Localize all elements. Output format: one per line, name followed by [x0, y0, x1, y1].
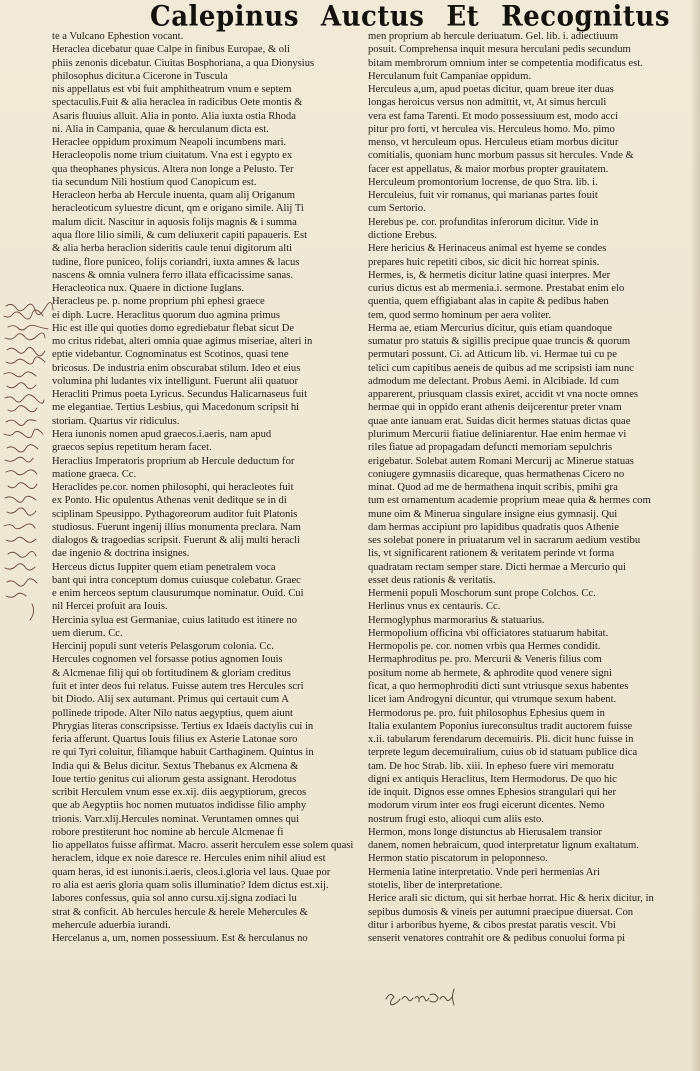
text-line: pitur pro forti, vt herculea vis. Herculeus homo. Mo. pimo	[368, 123, 615, 135]
text-line: heracleoticum syluestre dicunt, qm e origano simile. Alij Ti	[52, 203, 304, 215]
text-line: x.ii. tabularum ferendarum decemuiris. Pli. dicit hunc fuisse in	[368, 734, 634, 746]
text-line: dam hermas accipiunt pro lapidibus quadratis quos Athenie	[368, 521, 619, 533]
text-line: menso, vt herculeum opus. Herculeus etiam morbus dicitur	[368, 137, 619, 149]
text-line: tudine, flore puniceo, folijs coriandri, iuxta amnes & lacus	[52, 256, 300, 268]
text-line: dialogos & tragoedias scripsit. Fuerunt & alij multi heracli	[52, 535, 301, 547]
text-line: nil Hercei profuit ara Iouis.	[52, 601, 168, 613]
text-line: graecos sepius repetitum heram facet.	[52, 442, 212, 454]
text-line: strat & conficit. Ab hercules hercule & herele Mehercules &	[52, 906, 308, 918]
text-line: posuit. Comprehensa inquit mesura herculani pedis secundum	[368, 44, 631, 56]
text-line: Herebus pe. cor. profunditas inferorum dicitur. Vide in	[368, 216, 599, 228]
text-line: Herice arali sic dictum, qui sit herbae horrat. Hic & herix dicitur, in	[368, 893, 654, 905]
right-column	[368, 30, 686, 945]
text-line: te a Vulcano Ephestion vocant.	[52, 31, 184, 42]
text-line: Heraclea dicebatur quae Calpe in finibus Europae, & oli	[52, 44, 290, 56]
text-line: qua theophanes physicus. Altera non longe a Pelusto. Ter	[52, 163, 294, 175]
text-line: India qui & Belus dicitur. Sextus Thebanus ex Alcmena &	[52, 760, 299, 772]
text-line: heraclem, idque ex noie daresce re. Hercules enim nihil aliud est	[52, 853, 326, 865]
text-line: quentia, quem effigiabant alas in capite & pedibus haben	[368, 296, 609, 308]
text-line: coniugere gymnasiis dicareque, quas hermathenas Cicero no	[368, 468, 625, 480]
text-line: sciplinam Speusippo. Pythagoreorum auditor fuit Platonis	[52, 508, 298, 520]
text-line: bricosus. De industria enim obscurabat stilum. Ideo et eius	[52, 362, 301, 374]
text-line: Here hericius & Herinaceus animal est hyeme se condes	[368, 243, 607, 255]
text-line: & alia herba heraclion sideritis caule tenui digitorum alti	[52, 243, 293, 255]
text-line: Hermaphroditus pe. pro. Mercurii & Veneris filius com	[368, 654, 602, 666]
text-line: Hermopolium officina vbi officiatores statuarum habitat.	[368, 627, 609, 639]
text-line: Herculeius, fuit vir romanus, qui marianas partes fouit	[368, 190, 598, 202]
text-line: Italia exulantem Poponius iureconsultus tradit auctorem fuisse	[368, 720, 633, 732]
text-line: studiosus. Fuerunt ingenij illius monumenta preclara. Nam	[52, 521, 301, 533]
text-line: Hermon, mons longe distunctus ab Hierusalem transior	[368, 826, 602, 838]
text-line: aqua flore lilio simili, & cum deliuxerit capiti papaueris. Est	[52, 229, 308, 241]
text-line: nascens & omnia vulnera ferro illata efficacissime sanas.	[52, 269, 294, 281]
text-line: positum nome ab hermete, & aphrodite quod venere signi	[368, 667, 612, 679]
signature-icon	[382, 983, 462, 1009]
text-line: stotelis, liber de interpretatione.	[368, 880, 503, 891]
text-line: me elegantiae. Tertius Lesbius, qui Macedonum scripsit hi	[52, 402, 300, 414]
text-line: comitialis, quoniam hunc morbum passus sit hercules. Vnde &	[368, 150, 634, 162]
text-line: ses solebat ponere in priuatarum vel in sacrarum aedium vestibu	[368, 535, 641, 547]
text-line: & Alcmenae filij qui ob fortitudinem & gloriam creditus	[52, 667, 291, 679]
text-line: bitam membrorum omnium inter se competentia modificatus est.	[368, 57, 643, 69]
text-line: longas heroicus versus non admittit, vt, At simus herculi	[368, 97, 607, 109]
text-line: ex Ponto. Hic opulentus Athenas venit deditque se in di	[52, 495, 287, 507]
text-line: prepares huic repetiti cibos, sic dicit hic horreat spinis.	[368, 256, 600, 268]
text-line: riles fiatue ad propagadam defuncti memoriam sepulchris	[368, 442, 613, 454]
text-line: telici cum capitibus aeneis de quibus ad me scripsisti iam nunc	[368, 362, 634, 374]
text-line: mo critus ridebat, alteri omnia quae agimus miseriae, alteri in	[52, 336, 313, 348]
text-line: apparerent, priusquam classis exiret, accidit vt vna nocte omnes	[368, 389, 639, 401]
text-line: Heraclee oppidum proximum Neapoli incumbens mari.	[52, 137, 287, 149]
text-line: Hic est ille qui quoties domo egrediebatur flebat sicut De	[52, 322, 295, 334]
text-line: Heracleus pe. p. nome proprium phi ephesi graece	[52, 296, 265, 308]
text-line: Herlinus vnus ex centauris. Cc.	[368, 601, 501, 613]
text-line: vera est fama Tarenti. Et modo possessiuum est, modo acci	[368, 110, 619, 122]
text-line: ficat, a quo hermophroditi dicti sunt vtriusque sexus habentes	[368, 681, 629, 693]
text-line: Hermoglyphus marmorarius & statuarius.	[368, 614, 545, 626]
text-line: trionis. Varr.xlij.Hercules nominat. Veruntamen omnes qui	[52, 813, 300, 825]
text-line: Herceus dictus Iuppiter quem etiam penetralem voca	[52, 561, 276, 573]
text-line: facer est appellatus, & maior morbus propter grauitatem.	[368, 163, 609, 175]
text-line: hermae qui in oppido erant athenis deijcerentur preter vnam	[368, 402, 622, 414]
text-line: dictione Erebus.	[368, 229, 437, 241]
text-line: bant qui intra conceptum domus cuiusque colebatur. Graec	[52, 574, 301, 586]
text-line: Hermodorus pe. pro. fuit philosophus Ephesius quem in	[368, 707, 605, 719]
text-line: Heracliti Primus poeta Lyricus. Secundus Halicarnaseus fuit	[52, 389, 308, 401]
text-line: mune oim & Minerua singulare insigne eius gymnasij. Qui	[368, 508, 618, 520]
text-line: nostrum frugi esto, alioqui cum aliis esto.	[368, 813, 544, 825]
text-line: curius dictus est ab mermenia.i. sermone. Prestabat enim elo	[368, 283, 625, 295]
text-line: digni ex antiquis Heraclitus, Item Hermodorus. De quo hic	[368, 773, 617, 785]
text-line: Herculanum fuit Campaniae oppidum.	[368, 70, 531, 82]
text-line: cum Sertorio.	[368, 203, 426, 215]
text-line: Asaris fluuius alluit. Alia in ponto. Alia iuxta ostia Rhoda	[52, 110, 296, 122]
text-line: lis, vt significarent rationem & veritatem perinde vt forma	[368, 548, 615, 560]
left-column	[52, 30, 366, 945]
text-line: Hercinij populi sunt veteris Pelasgorum colonia. Cc.	[52, 641, 274, 653]
text-line: nis appellatus est vbi fuit amphitheatrum vnum e septem	[52, 84, 292, 96]
text-line: licet iam Androgyni dicuntur, qui vtrumque sexum habent.	[368, 694, 617, 706]
handwritten-margin-notes	[2, 300, 60, 630]
text-line: Hermenii populi Moschorum sunt prope Colchos. Cc.	[368, 588, 596, 600]
text-line: tia secundum Nili hostium quod Canopicum est.	[52, 176, 257, 188]
text-line: Herculeus a,um, apud poetas dicitur, quam breue iter duas	[368, 84, 614, 96]
text-line: modorum virum inter eos frugi eicerunt dicentes. Nemo	[368, 800, 605, 812]
text-line: re qui Tyri coluitur, filiamque habuit Carthaginem. Quintus in	[52, 747, 314, 759]
text-line: phiis zenonis dicebatur. Ciuitas Bosphoriana, a qua Dionysius	[52, 57, 315, 69]
text-line: tem, quod sermo hominum per aera voliter.	[368, 309, 551, 321]
text-line: quam heras, id est iunonis.i.aeris, cleos.i.gloria vel laus. Quae por	[52, 866, 331, 878]
page-edge-shadow	[690, 0, 700, 1071]
text-line: fuit et inter deos fui relatus. Fuisse autem tres Hercules scri	[52, 681, 304, 693]
text-line: ide inquit. Dignos esse omnes Ephesios strangulari qui her	[368, 787, 617, 799]
running-head-et: Et	[446, 0, 480, 34]
text-line: matione graeca. Cc.	[52, 468, 137, 480]
text-line: minat. Quod ad me de hermathena inquit scribis, pmihi gra	[368, 482, 618, 494]
text-line: tum est ornamentum academie proprium meae quia & hermes com	[368, 495, 651, 507]
text-line: uem dierum. Cc.	[52, 627, 123, 639]
running-head-right: Recognitus	[501, 0, 670, 34]
text-line: Hermes, is, & hermetis dicitur latine quasi interpres. Mer	[368, 269, 611, 281]
text-line: permutari possunt. Ci. ad Atticum lib. vi. Hermae tui cu pe	[368, 349, 617, 361]
text-line: quae ante ianuam erat. Suidas dicit hermes statuas dictas quae	[368, 415, 631, 427]
text-line: bit Diodo. Alij sex autumant. Primus qui certauit cum A	[52, 694, 289, 706]
text-line: eptie videbantur. Cognominatus est Scotinos, quasi tene	[52, 349, 289, 361]
text-line: admodum me delectant. Probus Aemi. in Alcibiade. Id cum	[368, 375, 619, 387]
text-line: Herma ae, etiam Mercurius dicitur, quis etiam quandoque	[368, 322, 613, 334]
text-line: ei diph. Lucre. Heraclitus quorum duo agmina primus	[52, 309, 281, 321]
text-line: spectaculis.Fuit & alia heraclea in radicibus Oete montis &	[52, 97, 303, 109]
text-line: senserit venatores contrahit ore & pedibus conuolui forma pi	[368, 933, 626, 945]
text-line: quadratam rectam semper stare. Dicti hermae a Mercurio qui	[368, 561, 626, 573]
text-line: terprete legum decemuiralium, cuius ob id statuam publice dica	[368, 747, 638, 759]
text-line: mehercule aduerbia iurandi.	[52, 919, 171, 931]
text-line: Herculeum promontorium locrense, de quo Stra. lib. i.	[368, 176, 598, 188]
text-line: danem, nomen hebraicum, quod interpretatur lignum exaltatum.	[368, 840, 639, 852]
text-line: dae ingenio & doctrina insignes.	[52, 548, 190, 560]
text-line: scribit Herculem vnum esse ex.xij. diis aegyptiorum, grecos	[52, 787, 307, 799]
text-line: erigebatur. Solebat autem Romani Mercurij ac Minerue statuas	[368, 455, 634, 467]
text-line: Phrygias literas conscripsisse. Tertius ex Idaeis dactylis cui in	[52, 720, 314, 732]
text-line: Ioue tertio genitus cui aliorum gesta assignant. Herodotus	[52, 773, 297, 785]
text-line: robore prestiterunt hoc nomine ab hercule Alcmenae fi	[52, 826, 284, 838]
text-line: ditur i arboribus hyeme, & cibos prestat paratis vescit. Vbi	[368, 919, 616, 931]
text-line: Hermopolis pe. cor. nomen vrbis qua Hermes condidit.	[368, 641, 601, 653]
running-head-center: Auctus	[320, 0, 425, 34]
text-line: Hera iunonis nomen apud graecos.i.aeris, nam apud	[52, 428, 272, 440]
text-line: que ab Aegyptiis hoc nomen mutuatos indidisse filio amphy	[52, 800, 307, 812]
text-line: Heracleotica nux. Quaere in dictione Iuglans.	[52, 283, 245, 295]
text-line: philosophus dicitur.a Cicerone in Tuscula	[52, 70, 228, 82]
text-line: Heraclius Imperatoris proprium ab Hercule deductum for	[52, 455, 295, 467]
text-line: storiam. Quartus vir ridiculus.	[52, 415, 180, 427]
text-line: feria afferunt. Quartus Iouis filius ex Asterie Latonae soro	[52, 734, 298, 746]
text-line: e enim herceos septum clausurumque nominatur. Ouid. Cui	[52, 588, 304, 600]
text-line: Heracleopolis nome trium ciuitatum. Vna est i egypto ex	[52, 150, 293, 162]
running-head-left: Calepinus	[150, 0, 299, 34]
text-line: Hercinia sylua est Germaniae, cuius latitudo est itinere no	[52, 614, 298, 626]
text-line: Hercelanus a, um, nomen possessiuum. Est & herculanus no	[52, 933, 308, 945]
handwritten-annotation-icon	[2, 300, 60, 630]
text-line: esset deus rationis & veritatis.	[368, 574, 496, 586]
text-line: labores confessus, quia sol anno cursu.xij.signa zodiaci lu	[52, 893, 297, 905]
text-line: plurimum Mercurii fiatiue deliniarentur. Hae enim hermae vi	[368, 428, 627, 440]
text-line: men proprium ab hercule deriuatum. Gel. lib. i. adiectiuum	[368, 31, 619, 42]
text-line: Hercules cognomen vel forsasse potius agnomen Iouis	[52, 654, 283, 666]
ownership-signature	[382, 983, 462, 1009]
running-head	[150, 1, 670, 33]
text-line: Heraclides pe.cor. nomen philosophi, qui heracleotes fuit	[52, 482, 294, 494]
text-line: Heracleon herba ab Hercule inuenta, quam alij Origanum	[52, 190, 295, 202]
text-line: ni. Alia in Campania, quae & herculanum dicta est.	[52, 123, 269, 135]
text-line: tam. De hoc Strab. lib. xiii. In epheso fuere viri memoratu	[368, 760, 614, 772]
text-line: lio appellatos fuisse affirmat. Macro. asserit herculem esse solem quasi	[52, 840, 354, 852]
text-line: ro alia est aeris gloria quam solis illuminatio? Idem dictus est.xij.	[52, 880, 329, 891]
text-line: pollinede tripode. Alter Nilo natus aegyptius, quem aiunt	[52, 707, 293, 719]
text-line: Hermenia latine interpretatio. Vnde peri hermenias Ari	[368, 866, 600, 878]
text-line: sepibus dumosis & vineis per autumni praecipue diuersat. Con	[368, 906, 634, 918]
text-line: malum dicit. Nascitur in aquosis folijs magnis & i summa	[52, 216, 297, 228]
text-line: sumatur pro statuis & sigillis precipue quae truncis & quorum	[368, 336, 631, 348]
text-line: Hermon statio piscatorum in peloponneso.	[368, 853, 548, 865]
text-line: volumina phi ludantes vix intelligunt. Fuerunt alii quatuor	[52, 375, 298, 387]
